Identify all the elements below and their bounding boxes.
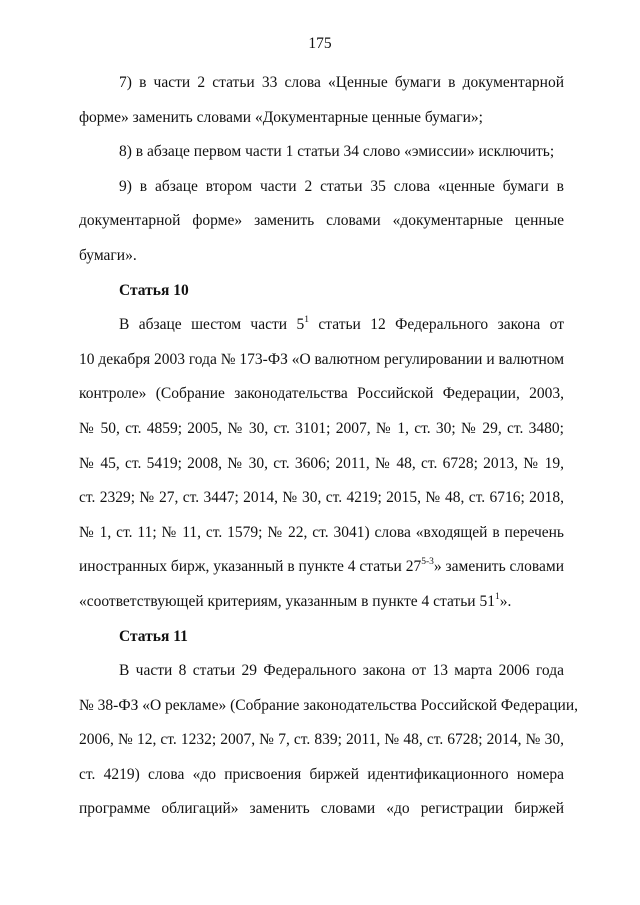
superscript: 5-3 (421, 557, 434, 568)
line-text-continued: статьи 12 Федерального закона от (308, 316, 564, 334)
paragraph (79, 135, 564, 170)
text-line (79, 654, 564, 689)
page-number: 175 (308, 35, 332, 52)
line-text: В абзаце шестом части 5 (119, 316, 305, 334)
text-line (79, 239, 564, 274)
line-text: форме» заменить словами «Документарные ценные бумаги»; (79, 108, 483, 126)
text-line (79, 550, 564, 585)
line-text: № 1, ст. 11; № 11, ст. 1579; № 22, ст. 3041) слова «входящей в перечень (79, 523, 564, 541)
text-line (79, 620, 564, 655)
line-text: 8) в абзаце первом части 1 статьи 34 слово «эмиссии» исключить; (119, 143, 555, 161)
text-line (79, 585, 564, 620)
text-line (79, 170, 564, 205)
text-line (79, 308, 564, 343)
text-line (79, 204, 564, 239)
section-heading (79, 620, 564, 655)
line-text: «соответствующей критериям, указанным в пункте 4 статьи 51 (79, 592, 495, 610)
text-line (79, 135, 564, 170)
line-text: контроле» (Собрание законодательства Российской Федерации, 2003, (79, 385, 564, 403)
document-body (79, 66, 579, 827)
text-line (79, 481, 564, 516)
text-line (79, 689, 579, 724)
text-line (79, 343, 564, 378)
line-text: 10 декабря 2003 года № 173-ФЗ «О валютном регулировании и валютном (79, 350, 565, 368)
line-text: Статья 10 (119, 281, 189, 299)
line-text-continued: ». (499, 592, 512, 610)
line-text: № 50, ст. 4859; 2005, № 30, ст. 3101; 2007, № 1, ст. 30; № 29, ст. 3480; (79, 419, 564, 437)
text-line (79, 377, 564, 412)
paragraph (79, 308, 564, 619)
superscript: 1 (304, 315, 309, 325)
paragraph (79, 170, 564, 274)
line-text: иностранных бирж, указанный в пункте 4 статьи 27 (79, 558, 422, 576)
text-line (79, 758, 564, 793)
line-text-continued: » заменить словами (433, 558, 564, 576)
text-line (79, 792, 564, 827)
text-line (79, 723, 564, 758)
text-line (79, 101, 564, 136)
line-text: 7) в части 2 статьи 33 слова «Ценные бумаги в документарной (119, 74, 564, 91)
line-text: ст. 2329; № 27, ст. 3447; 2014, № 30, ст. 4219; 2015, № 48, ст. 6716; 2018, (79, 489, 564, 507)
text-line (79, 516, 564, 551)
superscript: 1 (494, 591, 500, 602)
line-text: Статья 11 (119, 627, 188, 645)
line-text: бумаги». (79, 246, 137, 264)
line-text: 9) в абзаце втором части 2 статьи 35 слова «ценные бумаги в (119, 177, 564, 195)
paragraph (79, 654, 579, 827)
line-text: В части 8 статьи 29 Федерального закона от 13 марта 2006 года (119, 662, 564, 680)
line-text: № 45, ст. 5419; 2008, № 30, ст. 3606; 2011, № 48, ст. 6728; 2013, № 19, (79, 454, 564, 472)
text-line (79, 412, 564, 447)
line-text: программе облигаций» заменить словами «до регистрации биржей (79, 800, 564, 818)
text-line (79, 66, 564, 101)
section-heading (79, 274, 564, 309)
line-text: 2006, № 12, ст. 1232; 2007, № 7, ст. 839; 2011, № 48, ст. 6728; 2014, № 30, (79, 731, 564, 749)
line-text: ст. 4219) слова «до присвоения биржей идентификационного номера (79, 765, 564, 783)
line-text: № 38-ФЗ «О рекламе» (Собрание законодательства Российской Федерации, (79, 696, 579, 714)
text-line (79, 274, 564, 309)
line-text: документарной форме» заменить словами «документарные ценные (79, 212, 564, 230)
text-line (79, 447, 564, 482)
paragraph (79, 66, 564, 135)
